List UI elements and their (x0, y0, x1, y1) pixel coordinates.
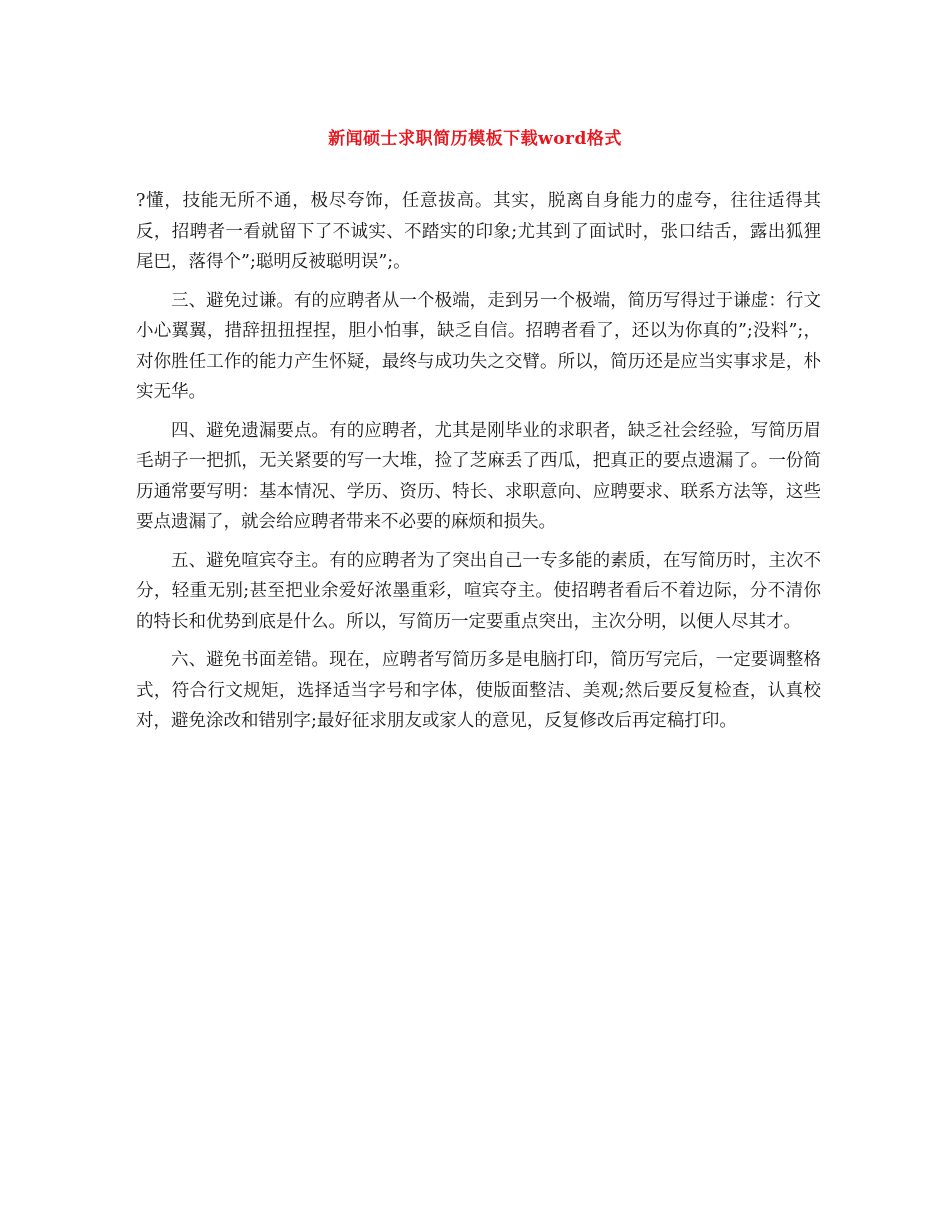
paragraph-avoid-omission: 四、避免遗漏要点。有的应聘者，尤其是刚毕业的求职者，缺乏社会经验，写简历眉毛胡子一把抓，无关紧要的写一大堆，捡了芝麻丢了西瓜，把真正的要点遗漏了。一份简历通常要写明：基本情况、学历、资历、特长、求职意向、应聘要求、联系方法等，这些要点遗漏了，就会给应聘者带来不必要的麻烦和损失。 (136, 420, 821, 532)
document-title: 新闻硕士求职简历模板下载word格式 (328, 129, 622, 149)
paragraph-avoid-errors: 六、避免书面差错。现在，应聘者写简历多是电脑打印，简历写完后，一定要调整格式，符合行文规矩，选择适当字号和字体，使版面整洁、美观;然后要反复检查，认真校对，避免涂改和错别字;最好征求朋友或家人的意见，反复修改后再定稿打印。 (136, 650, 821, 731)
document-body (136, 186, 821, 737)
paragraph-continuation: ?懂，技能无所不通，极尽夸饰，任意拔高。其实，脱离自身能力的虚夸，往往适得其反，招聘者一看就留下了不诚实、不踏实的印象;尤其到了面试时，张口结舌，露出狐狸尾巴，落得个”;聪明反被聪明误”;。 (136, 191, 821, 272)
paragraph-avoid-modesty: 三、避免过谦。有的应聘者从一个极端，走到另一个极端，简历写得过于谦虚：行文小心翼翼，措辞扭扭捏捏，胆小怕事，缺乏自信。招聘者看了，还以为你真的”;没料”;，对你胜任工作的能力产生怀疑，最终与成功失之交臂。所以，简历还是应当实事求是，朴实无华。 (136, 290, 821, 402)
paragraph-avoid-overshadowing: 五、避免喧宾夺主。有的应聘者为了突出自己一专多能的素质，在写简历时，主次不分，轻重无别;甚至把业余爱好浓墨重彩，喧宾夺主。使招聘者看后不着边际，分不清你的特长和优势到底是什么。所以，写简历一定要重点突出，主次分明，以便人尽其才。 (136, 550, 821, 632)
